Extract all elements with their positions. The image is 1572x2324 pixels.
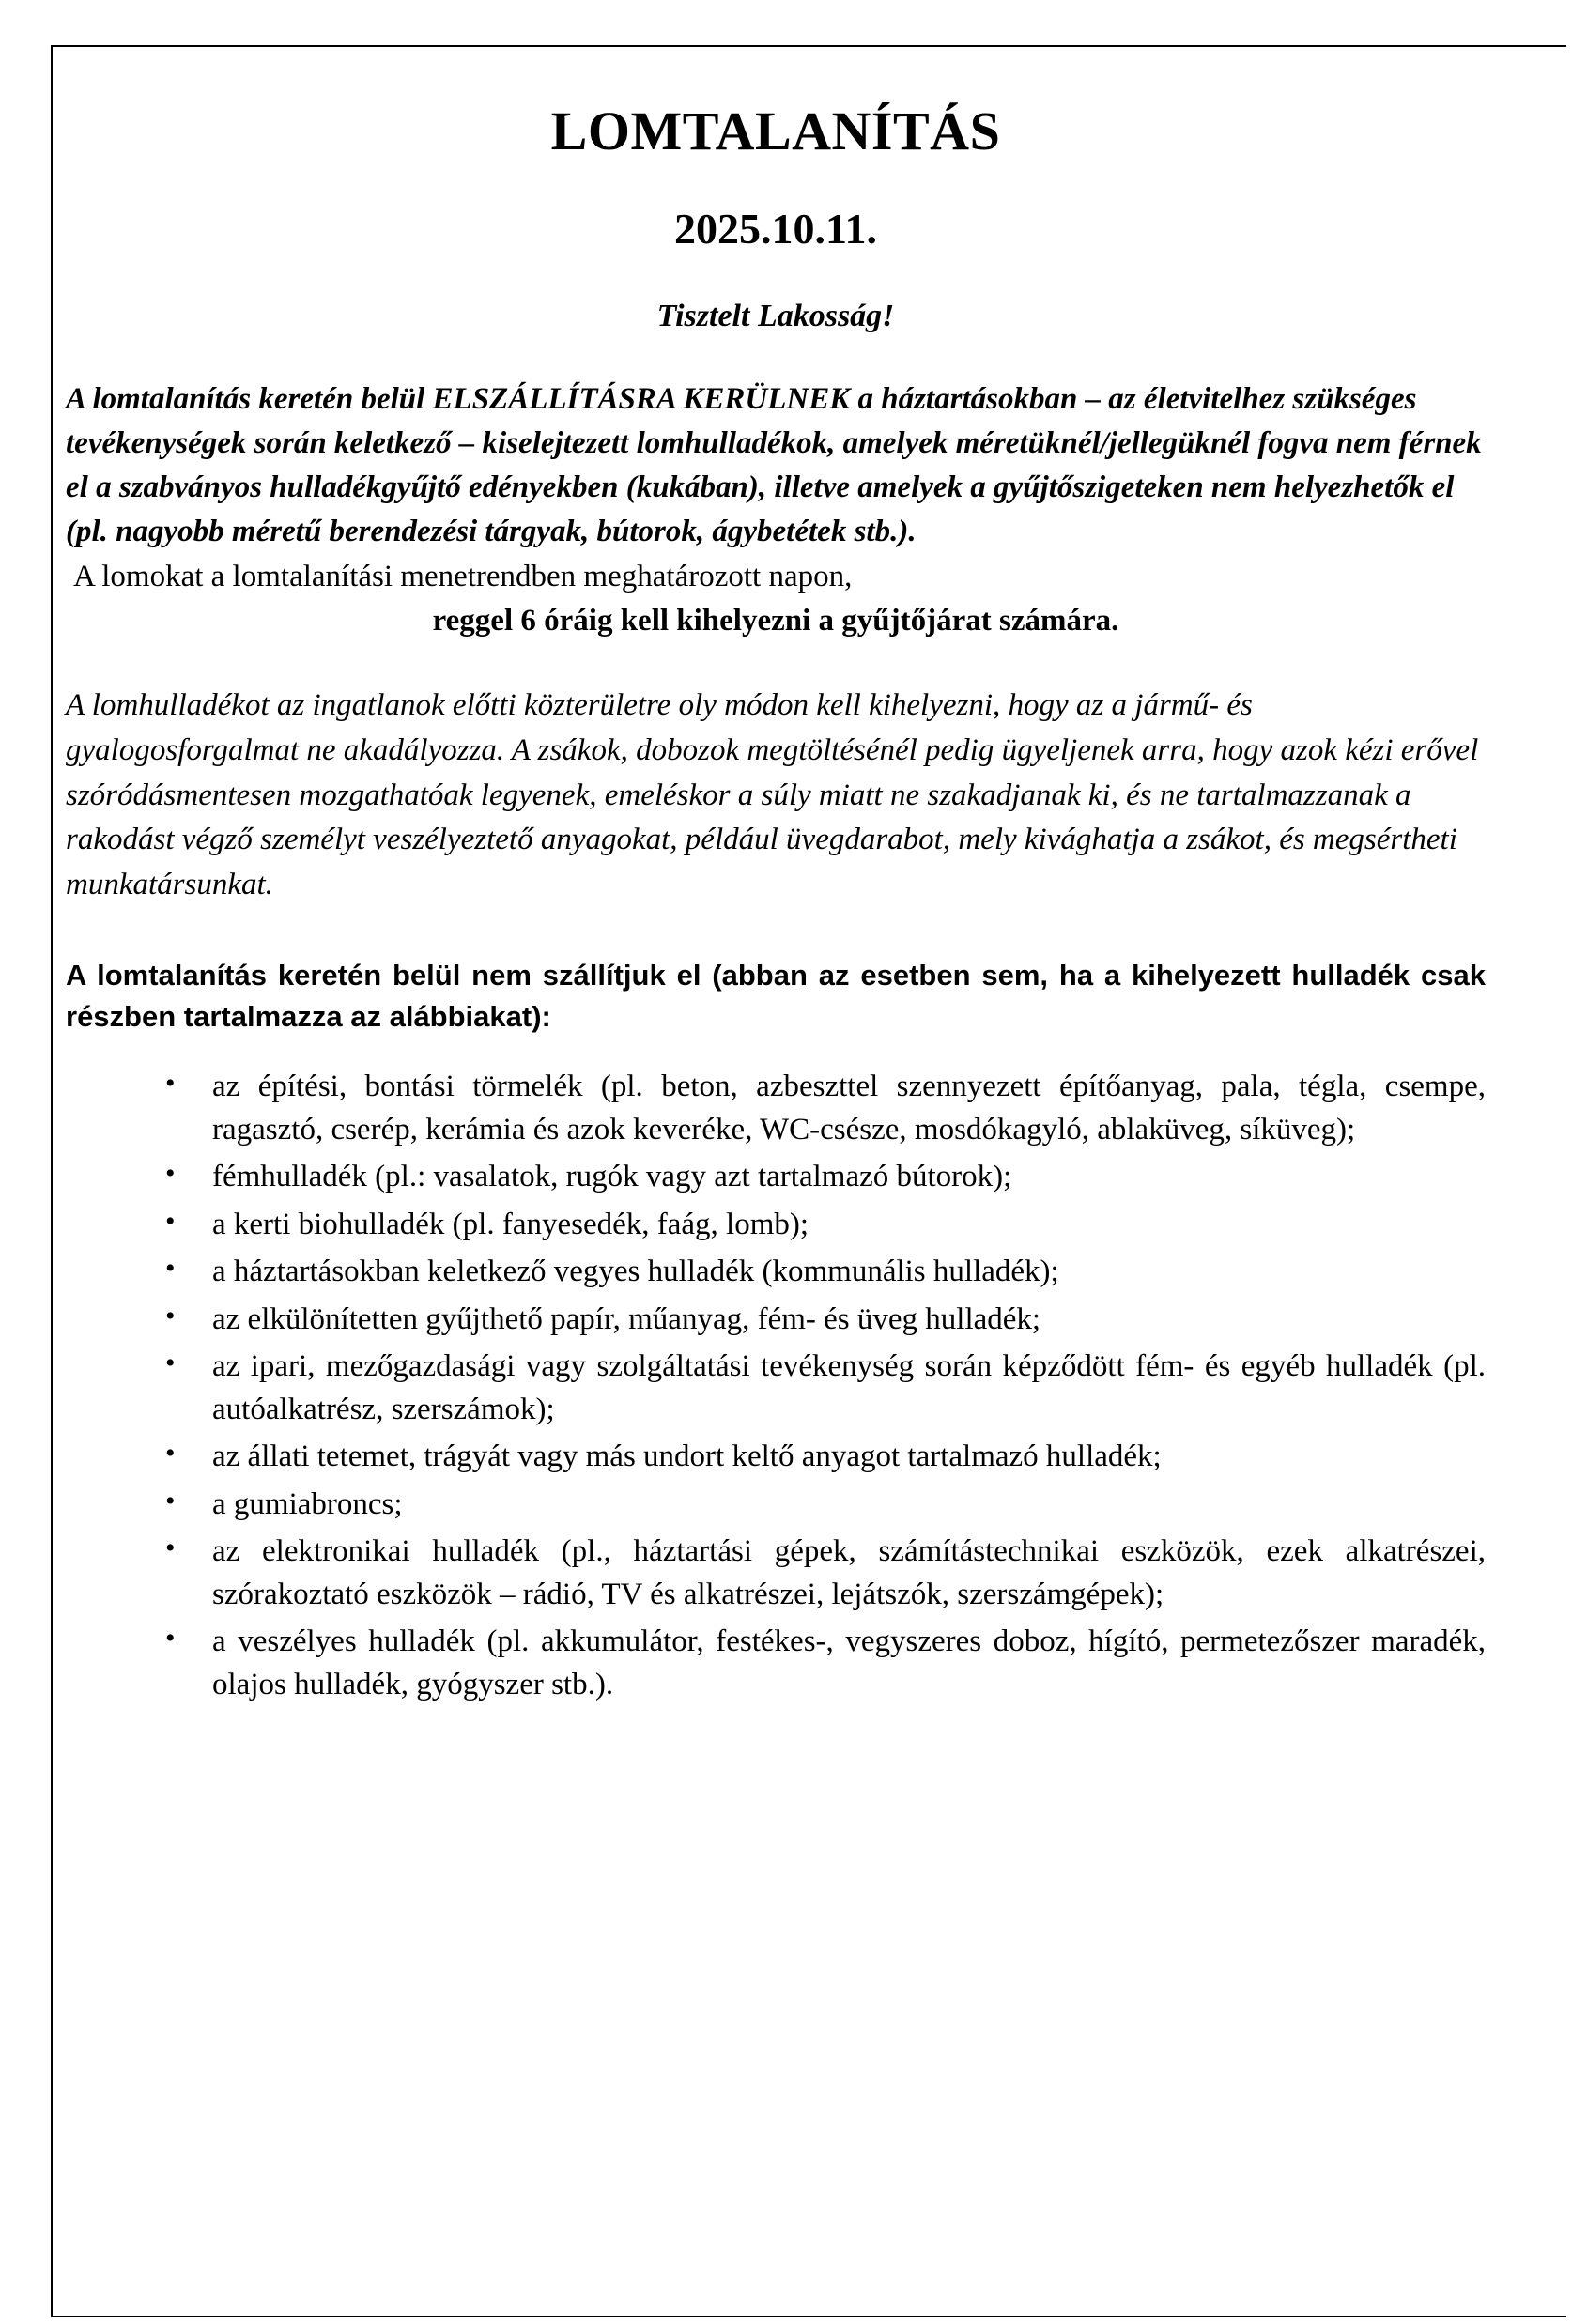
list-item: • az elektronikai hulladék (pl., háztartási gépek, számítástechnikai eszközök, ezek alkatrészei, szórakoztató eszközök – rádió, TV és alkatrészei, lejátszók, szerszámgépek);	[160, 1531, 1486, 1616]
page-title: LOMTALANÍTÁS	[550, 100, 1001, 162]
schedule-line-one: A lomokat a lomtalanítási menetrendben meghatározott napon,	[73, 560, 853, 594]
list-item: • az ipari, mezőgazdasági vagy szolgáltatási tevékenység során képződött fém- és egyéb hulladék (pl. autóalkatrész, szerszámok);	[160, 1346, 1486, 1431]
salutation: Tisztelt Lakosság!	[656, 299, 895, 333]
list-item: • fémhulladék (pl.: vasalatok, rugók vagy azt tartalmazó bútorok);	[160, 1156, 1486, 1199]
intro-paragraph: A lomtalanítás keretén belül ELSZÁLLÍTÁSRA KERÜLNEK a háztartásokban – az életvitelhez szükséges tevékenységek során keletkező – kiselejtezett lomhulladékok, amelyek méretüknél/jellegüknél fogva nem férnek el a szabványos hulladékgyűjtő edényekben (kukában), illetve amelyek a gyűjtőszigeteken nem helyezhetők el (pl. nagyobb méretű berendezési tárgyak, bútorok, ágybetétek stb.).	[66, 382, 1482, 548]
list-item: • az állati tetemet, trágyát vagy más undort keltő anyagot tartalmazó hulladék;	[160, 1436, 1486, 1479]
event-date: 2025.10.11.	[674, 205, 877, 253]
list-item: • a háztartásokban keletkező vegyes hulladék (kommunális hulladék);	[160, 1251, 1486, 1294]
schedule-line-two: reggel 6 óráig kell kihelyezni a gyűjtőjárat számára.	[432, 603, 1119, 638]
exclusions-list	[66, 1066, 1486, 1706]
exclusions-heading: A lomtalanítás keretén belül nem szállítjuk el (abban az esetben sem, ha a kihelyezett hulladék csak részben tartalmazza az alábbiakat):	[66, 959, 1486, 1034]
list-item: • a gumiabroncs;	[160, 1484, 1486, 1527]
list-item: • az építési, bontási törmelék (pl. beton, azbeszttel szennyezett építőanyag, pala, tégla, csempe, ragasztó, cserép, kerámia és azok keveréke, WC-csésze, mosdókagyló, ablaküveg, síküveg);	[160, 1066, 1486, 1151]
list-item: • az elkülönítetten gyűjthető papír, műanyag, fém- és üveg hulladék;	[160, 1299, 1486, 1342]
list-item: • a veszélyes hulladék (pl. akkumulátor, festékes-, vegyszeres doboz, hígító, permetezőszer maradék, olajos hulladék, gyógyszer stb.).	[160, 1621, 1486, 1706]
document-content	[66, 56, 1486, 1712]
placement-paragraph: A lomhulladékot az ingatlanok előtti közterületre oly módon kell kihelyezni, hogy az a jármű- és gyalogosforgalmat ne akadályozza. A zsákok, dobozok megtöltésénél pedig ügyeljenek arra, hogy azok kézi erővel szóródásmentesen mozgathatóak legyenek, emeléskor a súly miatt ne szakadjanak ki, és ne tartalmazzanak a rakodást végző személyt veszélyeztető anyagokat, például üvegdarabot, mely kivághatja a zsákot, és megsértheti munkatársunkat.	[66, 687, 1479, 902]
list-item: • a kerti biohulladék (pl. fanyesedék, faág, lomb);	[160, 1204, 1486, 1247]
